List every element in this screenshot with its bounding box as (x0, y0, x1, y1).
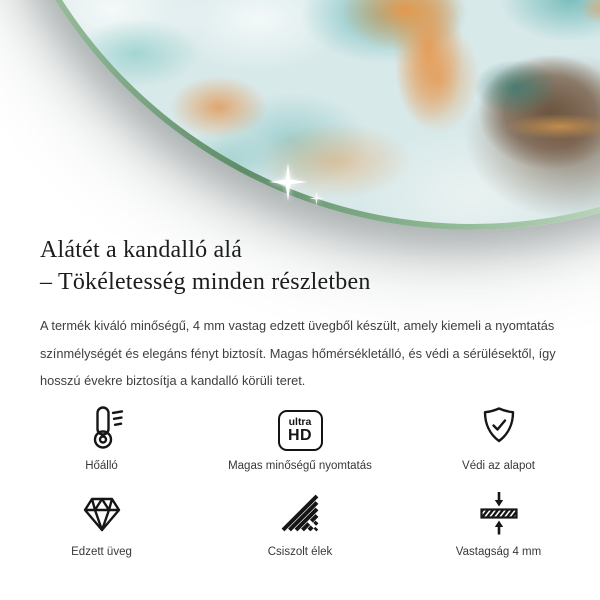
feature-label: Magas minőségű nyomtatás (228, 459, 372, 472)
uhd-badge-top: ultra (288, 415, 312, 428)
feature-label: Hőálló (85, 459, 118, 472)
ultra-hd-icon (278, 404, 323, 451)
shield-check-icon (475, 404, 523, 451)
feature-protects-base (397, 404, 600, 473)
feature-label: Vastagság 4 mm (455, 545, 542, 558)
diamond-icon (78, 490, 126, 537)
feature-label: Edzett üveg (71, 545, 132, 558)
feature-heat-resistant (0, 404, 203, 473)
thickness-icon (475, 490, 523, 537)
feature-tempered-glass (0, 490, 203, 559)
feature-thickness (397, 490, 600, 559)
feature-label: Védi az alapot (462, 459, 535, 472)
feature-high-quality-print (203, 404, 397, 473)
product-description: A termék kiváló minőségű, 4 mm vastag edzett üvegből készült, amely kiemeli a nyomtatás színmélységét és elegáns fényt biztosít. Magas hőmérsékletálló, és védi a sérülésektől, így hosszú évekre biztosítja a kandalló körüli teret. (40, 318, 556, 388)
thermometer-icon (78, 404, 126, 451)
polished-edges-icon (276, 490, 324, 537)
title-line-2: – Tökéletesség minden részletben (40, 269, 371, 295)
feature-grid (0, 404, 600, 559)
uhd-badge-bottom: HD (287, 426, 313, 444)
title-line-1: Alátét a kandalló alá (40, 237, 243, 263)
feature-label: Csiszolt élek (267, 545, 333, 558)
page-title (40, 0, 560, 298)
feature-polished-edges (203, 490, 397, 559)
